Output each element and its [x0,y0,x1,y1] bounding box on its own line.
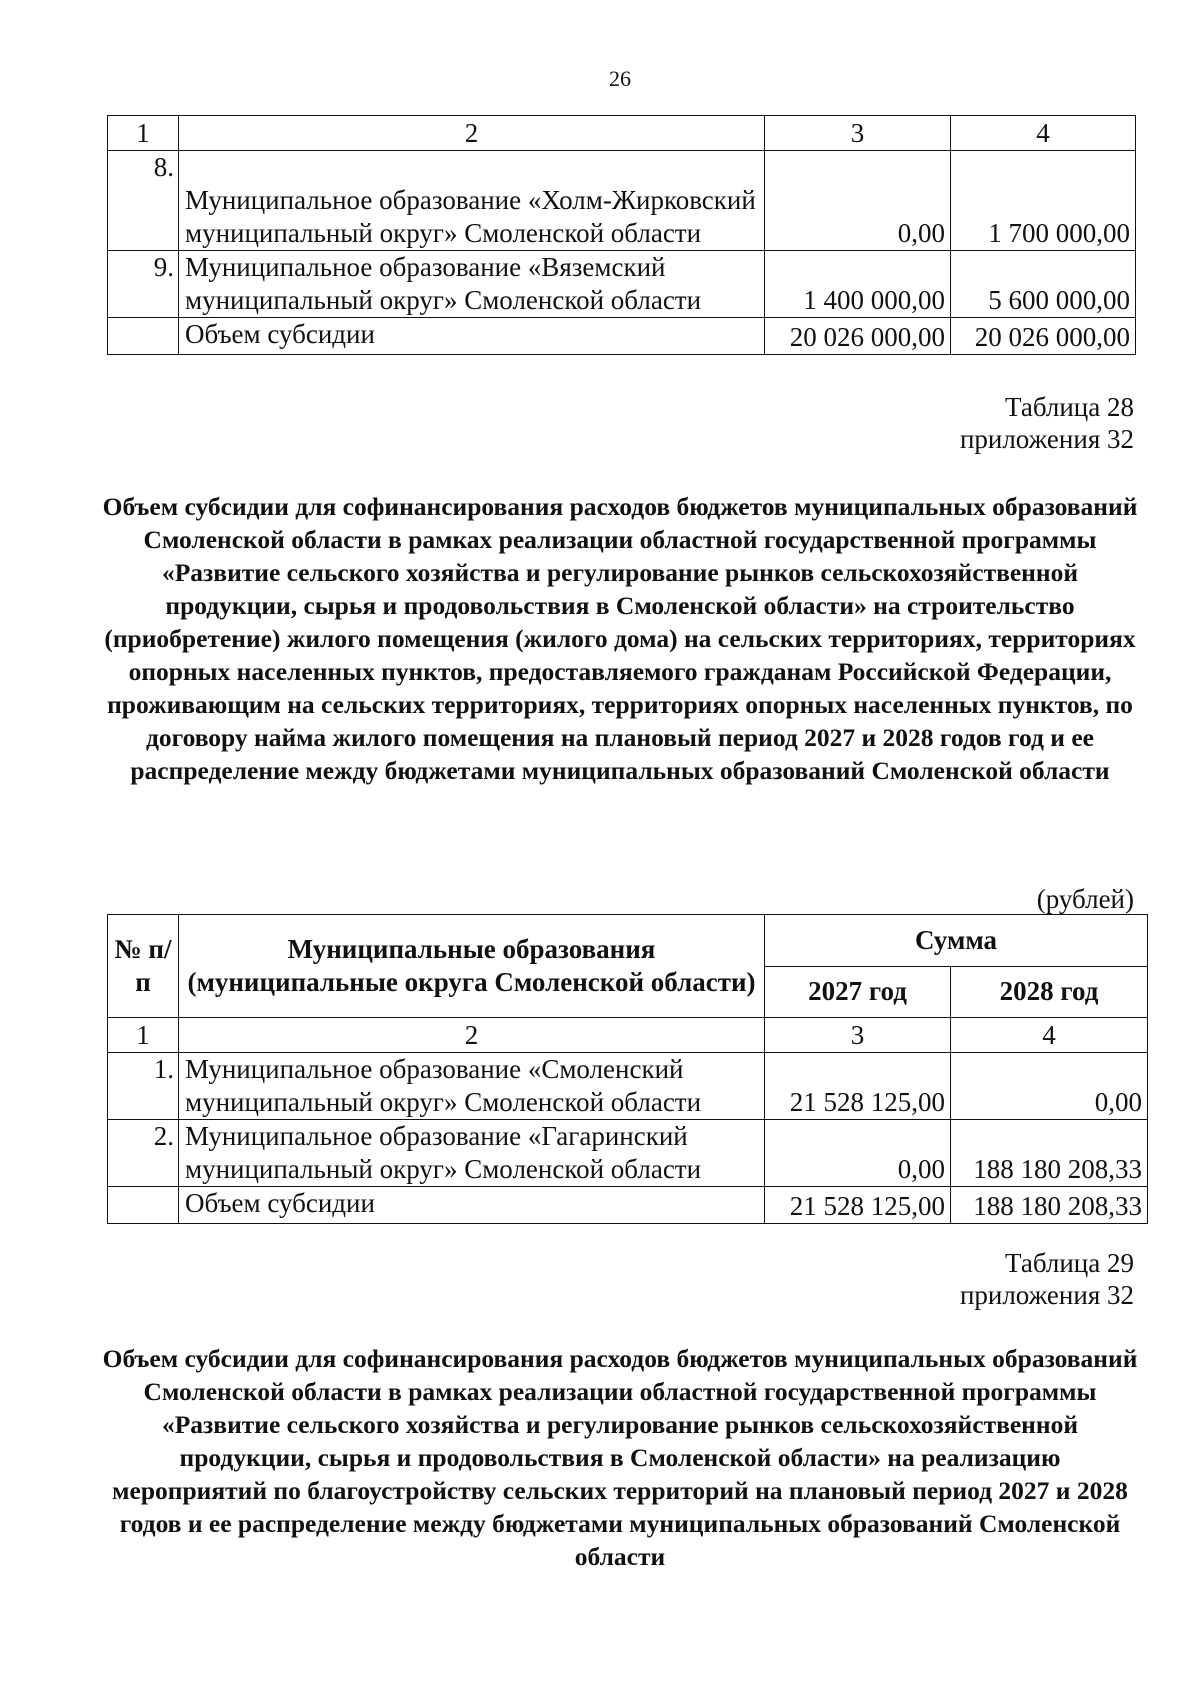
table-row [108,151,1136,251]
row-number: 9. [108,251,179,318]
header-2028: 2028 год [951,966,1148,1018]
total-2027: 20 026 000,00 [765,318,951,355]
column-number-row [108,1018,1148,1053]
row-number: 2. [108,1120,179,1187]
header-2027: 2027 год [765,966,951,1018]
table29-title: Объем субсидии для софинансирования расходов бюджетов муниципальных образований Смоленской области в рамках реализации областной государственной программы «Развитие сельского хозяйства и регулирование рынков сельскохозяйственной продукции, сырья и продовольствия в Смоленской области» на реализацию мероприятий по благоустройству сельских территорий на плановый период 2027 и 2028 годов и ее распределение между бюджетами муниципальных образований Смоленской области [102,1344,1138,1571]
total-2027: 21 528 125,00 [765,1187,951,1224]
continued-table [107,115,1136,355]
total-row [108,1187,1148,1224]
table-row [108,1120,1148,1187]
amount-2028: 5 600 000,00 [951,251,1136,318]
header-sum: Сумма [765,915,1148,967]
municipality-name: Муниципальное образование «Смоленский муниципальный округ» Смоленской области [179,1053,765,1120]
row-number: 1. [108,1053,179,1120]
municipality-name: Муниципальное образование «Гагаринский муниципальный округ» Смоленской области [179,1120,765,1187]
amount-2028: 188 180 208,33 [951,1120,1148,1187]
row-number: 8. [108,151,179,251]
amount-2027: 1 400 000,00 [765,251,951,318]
table-row [108,251,1136,318]
table28 [107,914,1148,1224]
units-label: (рублей) [1036,884,1134,914]
col-number-cell: 4 [951,116,1136,151]
amount-2027: 0,00 [765,151,951,251]
col-number-cell: 4 [951,1018,1148,1053]
total-label: Объем субсидии [179,318,765,355]
empty-cell [108,1187,179,1224]
col-number-cell: 3 [765,116,951,151]
total-row [108,318,1136,355]
total-2028: 188 180 208,33 [951,1187,1148,1224]
header-number: № п/п [108,915,179,1018]
table29-caption [960,1247,1134,1311]
amount-2028: 1 700 000,00 [951,151,1136,251]
table28-title: Объем субсидии для софинансирования расходов бюджетов муниципальных образований Смоленской области в рамках реализации областной государственной программы «Развитие сельского хозяйства и регулирование рынков сельскохозяйственной продукции, сырья и продовольствия в Смоленской области» на строительство (приобретение) жилого помещения (жилого дома) на сельских территориях, территориях опорных населенных пунктов, предоставляемого гражданам Российской Федерации, проживающим на сельских территориях, территориях опорных населенных пунктов, по договору найма жилого помещения на плановый период 2027 и 2028 годов год и ее распределение между бюджетами муниципальных образований Смоленской области [102,492,1138,785]
amount-2027: 21 528 125,00 [765,1053,951,1120]
total-2028: 20 026 000,00 [951,318,1136,355]
table-number: Таблица 29 [1005,1248,1134,1278]
appendix-reference: приложения 32 [959,1280,1134,1310]
amount-2027: 0,00 [765,1120,951,1187]
amount-2028: 0,00 [951,1053,1148,1120]
appendix-reference: приложения 32 [959,424,1134,454]
table-number: Таблица 28 [1005,392,1134,422]
table-row [108,1053,1148,1120]
col-number-cell: 2 [179,116,765,151]
page-number: 26 [609,66,631,91]
table28-caption [960,391,1134,455]
municipality-name: Муниципальное образование «Вяземский муниципальный округ» Смоленской области [179,251,765,318]
header-row [108,915,1148,967]
column-number-row [108,116,1136,151]
total-label: Объем субсидии [179,1187,765,1224]
col-number-cell: 1 [108,116,179,151]
header-municipalities: Муниципальные образования (муниципальные округа Смоленской области) [179,915,765,1018]
empty-cell [108,318,179,355]
col-number-cell: 3 [765,1018,951,1053]
col-number-cell: 2 [179,1018,765,1053]
municipality-name: Муниципальное образование «Холм-Жирковский муниципальный округ» Смоленской области [179,151,765,251]
col-number-cell: 1 [108,1018,179,1053]
